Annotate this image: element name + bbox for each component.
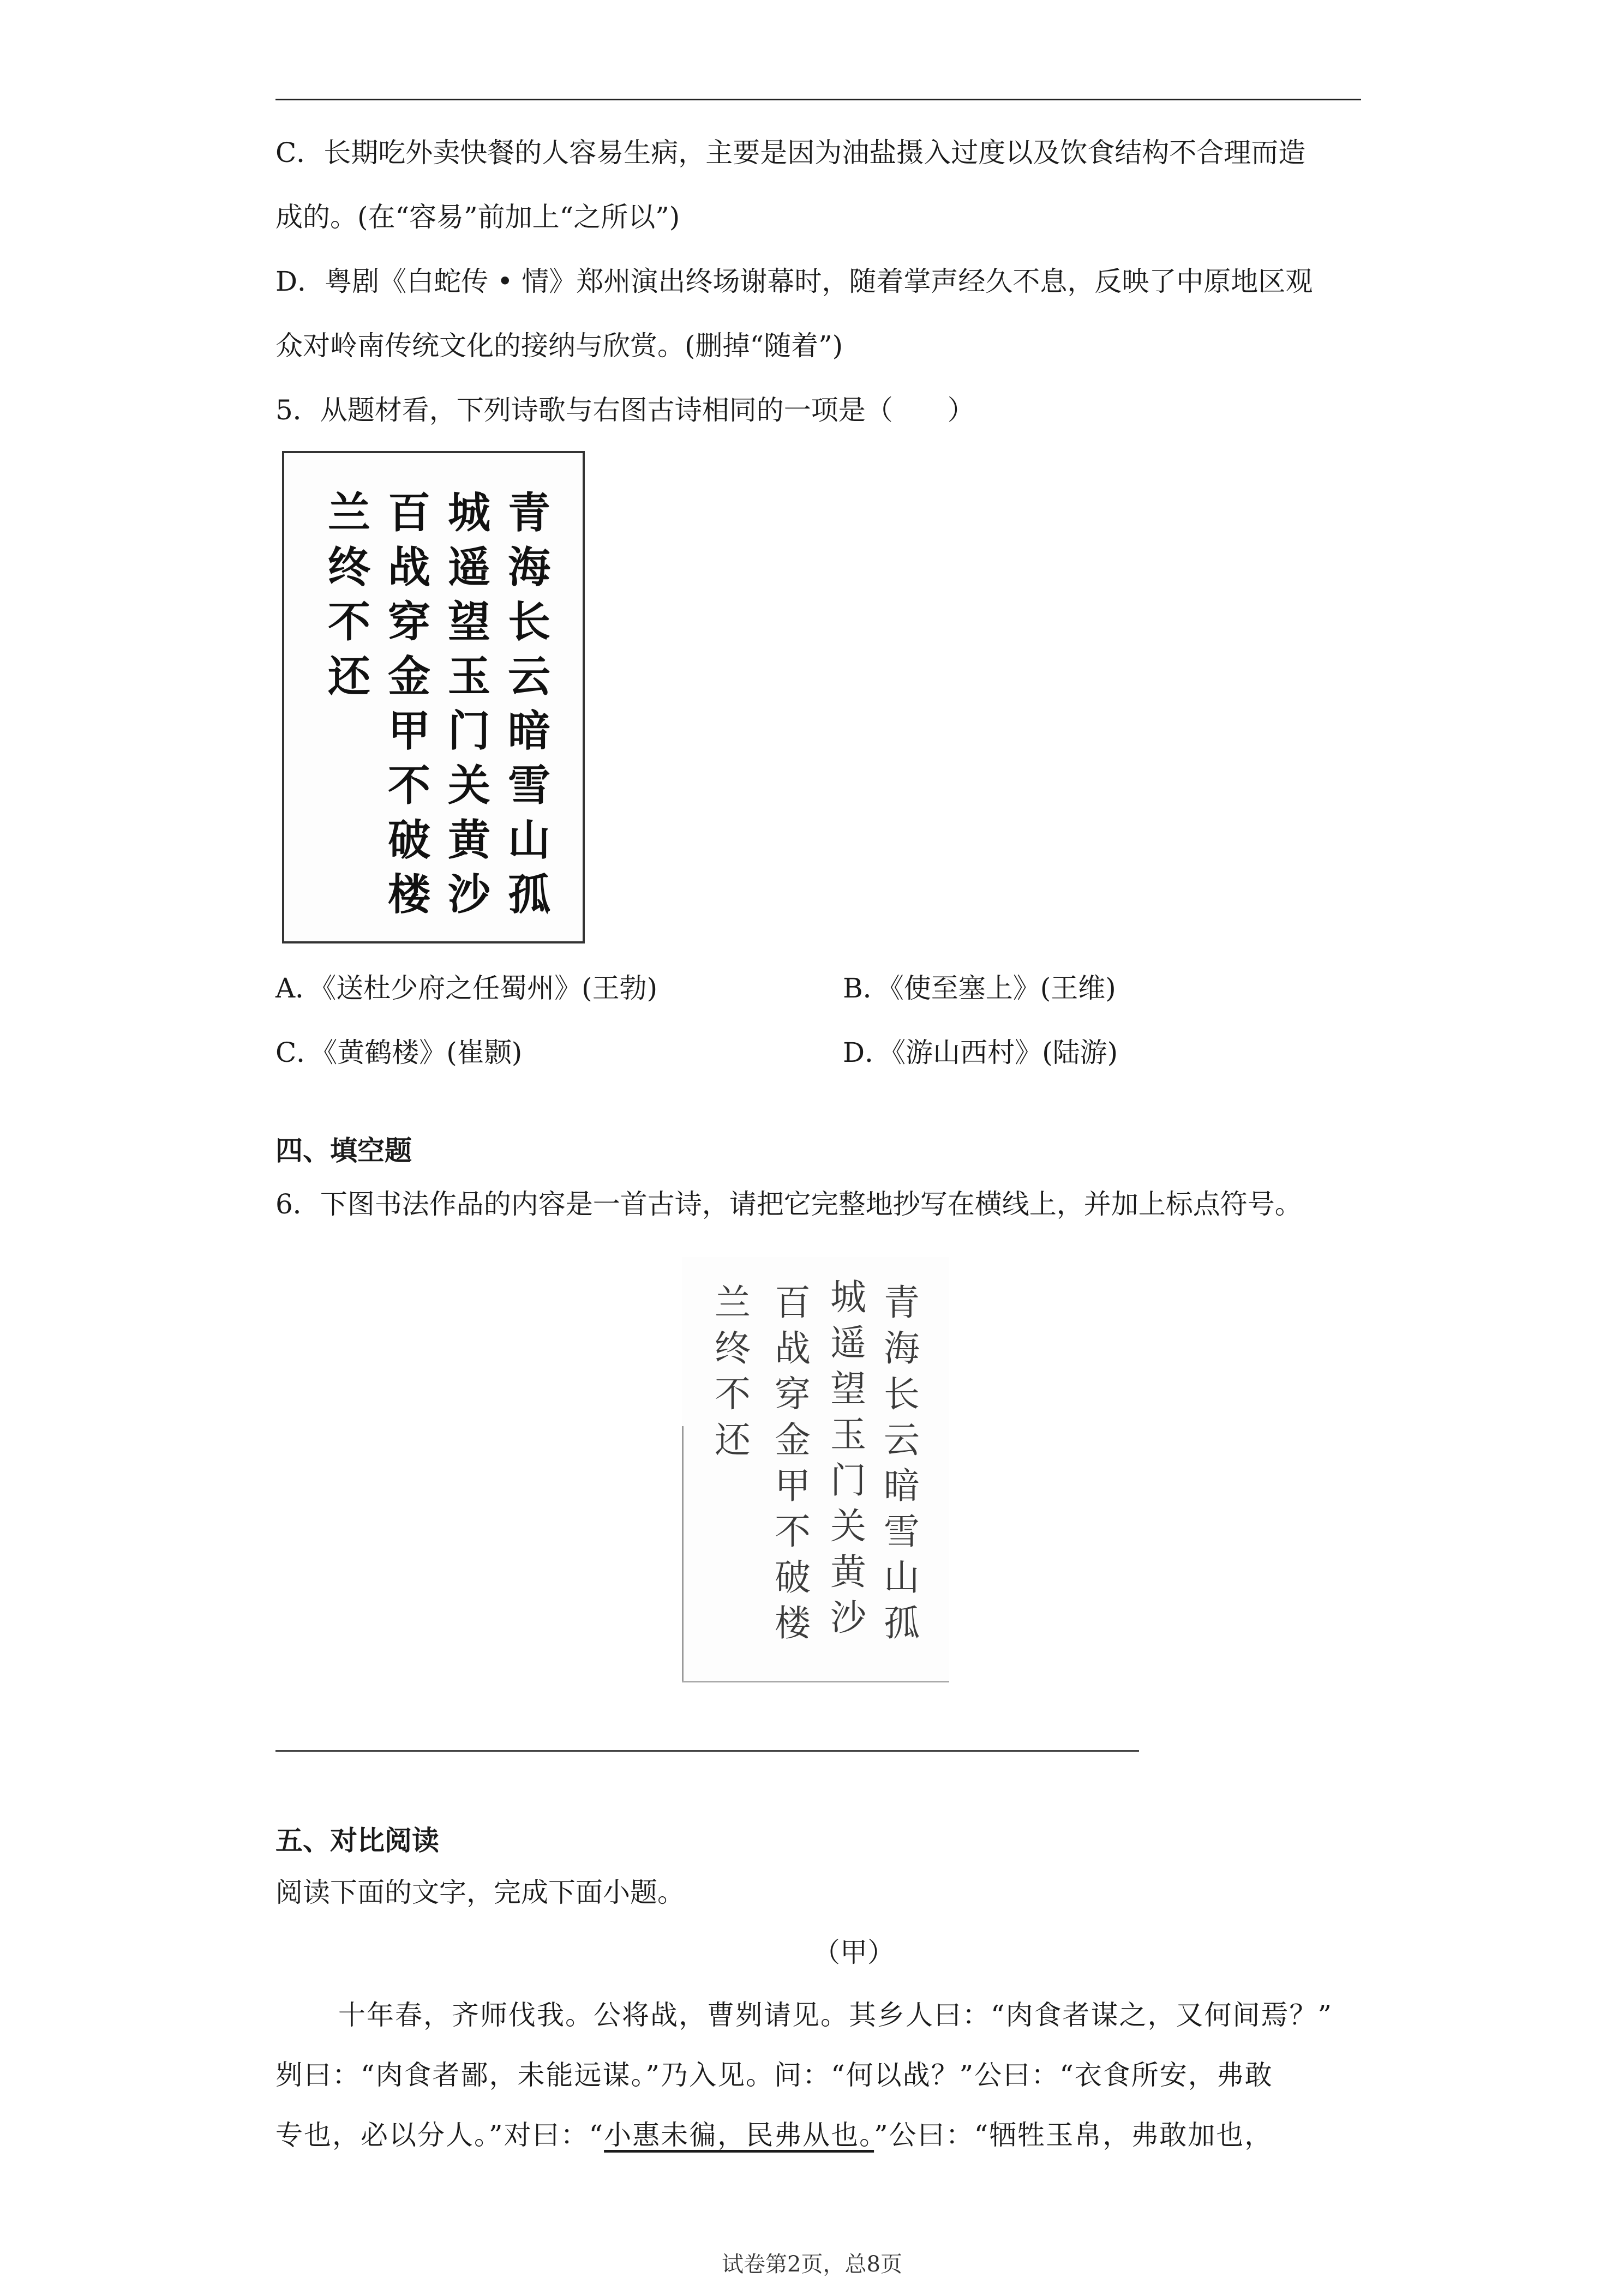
- calligraphy-char: 兰: [328, 488, 371, 538]
- passage-line-2: 刿曰：“肉食者鄙，未能远谋。”乃入见。问：“何以战？”公曰：“衣食所安，弗敢: [275, 2059, 1273, 2091]
- calligraphy-char: 终: [328, 543, 371, 592]
- image-edge-bottom: [682, 1681, 949, 1682]
- calligraphy-char: 门: [830, 1459, 866, 1501]
- calligraphy-char: 孤: [884, 1602, 920, 1644]
- calligraphy-char: 破: [388, 815, 431, 865]
- calligraphy-char: 青: [884, 1282, 920, 1324]
- passage-line-1: 十年春，齐师伐我。公将战，曹刿请见。其乡人曰：“肉食者谋之，又何间焉？”: [338, 1999, 1333, 2031]
- calligraphy-char: 兰: [715, 1282, 751, 1324]
- calligraphy-char: 黄: [448, 815, 491, 865]
- section4-heading: 四、填空题: [275, 1134, 412, 1167]
- calligraphy-char: 黄: [830, 1551, 866, 1593]
- page-footer: 试卷第2页，总8页: [722, 2252, 902, 2277]
- calligraphy-column-2: [448, 486, 490, 922]
- calligraphy-char: 关: [448, 761, 491, 810]
- calligraphy-char: 山: [508, 815, 551, 865]
- calligraphy-char: 沙: [448, 870, 491, 919]
- calligraphy-char: 长: [884, 1373, 920, 1415]
- image-edge-left: [682, 1426, 684, 1682]
- calligraphy-char: 终: [715, 1327, 751, 1369]
- calligraphy-char: 沙: [830, 1597, 866, 1639]
- calligraphy-char: 青: [508, 488, 551, 538]
- passage-line-3: [275, 2119, 1361, 2151]
- calligraphy-char: 海: [884, 1327, 920, 1369]
- calligraphy-char: 穿: [388, 597, 431, 647]
- calligraphy-char: 百: [775, 1282, 811, 1324]
- calligraphy-char: 遥: [448, 543, 491, 592]
- calligraphy-char: 雪: [508, 761, 551, 810]
- calligraphy-char: 望: [448, 597, 491, 647]
- header-rule: [275, 99, 1361, 100]
- calligraphy-char: 战: [775, 1327, 811, 1369]
- question5-option-a: A．《送杜少府之任蜀州》(王勃): [275, 972, 658, 1004]
- calligraphy-char: 孤: [508, 870, 551, 919]
- question5-stem: 5．从题材看，下列诗歌与右图古诗相同的一项是（ ）: [275, 394, 975, 426]
- section5-instruction: 阅读下面的文字，完成下面小题。: [275, 1877, 685, 1908]
- calligraphy-char: 山: [884, 1556, 920, 1598]
- calligraphy-char: 城: [448, 488, 491, 538]
- calligraphy-column-4: [328, 486, 370, 704]
- calligraphy-char: 暗: [508, 706, 551, 756]
- calligraphy2-column-2: [830, 1275, 866, 1641]
- passage-underlined-sentence: 小惠未徧，民弗从也。: [604, 2119, 874, 2151]
- passage-line-3-before: 专也，必以分人。”对曰：“: [275, 2119, 604, 2151]
- section5-heading: 五、对比阅读: [275, 1824, 439, 1856]
- calligraphy-char: 战: [388, 543, 431, 592]
- answer-blank-line[interactable]: [275, 1750, 1139, 1752]
- calligraphy-char: 甲: [388, 706, 431, 756]
- calligraphy-char: 甲: [775, 1465, 811, 1507]
- calligraphy-char: 穿: [775, 1373, 811, 1415]
- passage-part-label: （甲）: [813, 1937, 895, 1968]
- calligraphy2-column-3: [775, 1280, 811, 1646]
- calligraphy-char: 暗: [884, 1465, 920, 1507]
- calligraphy-char: 长: [508, 597, 551, 647]
- question5-option-d: D．《游山西村》(陆游): [843, 1037, 1118, 1068]
- calligraphy-char: 破: [775, 1556, 811, 1598]
- calligraphy-char: 百: [388, 488, 431, 538]
- calligraphy-char: 雪: [884, 1511, 920, 1553]
- calligraphy-char: 玉: [448, 652, 491, 701]
- calligraphy-char: 海: [508, 543, 551, 592]
- calligraphy-char: 不: [328, 597, 371, 647]
- option-d-line2: 众对岭南传统文化的接纳与欣赏。(删掉“随着”): [275, 330, 843, 362]
- calligraphy-char: 还: [715, 1419, 751, 1461]
- calligraphy-char: 门: [448, 706, 491, 756]
- calligraphy-image-1: [282, 451, 585, 943]
- calligraphy-column-3: [388, 486, 430, 922]
- calligraphy-char: 金: [388, 652, 431, 701]
- calligraphy-char: 不: [715, 1373, 751, 1415]
- question5-option-b: B．《使至塞上》(王维): [843, 972, 1116, 1004]
- calligraphy-char: 城: [830, 1276, 866, 1318]
- calligraphy-char: 楼: [775, 1602, 811, 1644]
- calligraphy-char: 还: [328, 652, 371, 701]
- passage-line-3-after: ”公曰：“牺牲玉帛，弗敢加也，: [874, 2119, 1273, 2151]
- option-d-line1: D．粤剧《白蛇传 • 情》郑州演出终场谢幕时，随着掌声经久不息，反映了中原地区观: [275, 266, 1313, 297]
- calligraphy-char: 云: [884, 1419, 920, 1461]
- calligraphy-char: 云: [508, 652, 551, 701]
- calligraphy2-column-1: [884, 1280, 920, 1646]
- option-c-line2: 成的。(在“容易”前加上“之所以”): [275, 201, 680, 233]
- calligraphy-char: 遥: [830, 1322, 866, 1364]
- calligraphy-char: 不: [775, 1511, 811, 1553]
- calligraphy-char: 楼: [388, 870, 431, 919]
- calligraphy-char: 关: [830, 1505, 866, 1547]
- calligraphy2-column-4: [715, 1280, 751, 1463]
- calligraphy-char: 望: [830, 1368, 866, 1410]
- question6-stem: 6．下图书法作品的内容是一首古诗，请把它完整地抄写在横线上，并加上标点符号。: [275, 1188, 1302, 1220]
- question5-option-c: C．《黄鹤楼》(崔颢): [275, 1037, 523, 1068]
- calligraphy-char: 金: [775, 1419, 811, 1461]
- calligraphy-image-2: [682, 1257, 949, 1682]
- option-c-line1: C．长期吃外卖快餐的人容易生病，主要是因为油盐摄入过度以及饮食结构不合理而造: [275, 137, 1306, 169]
- calligraphy-char: 不: [388, 761, 431, 810]
- calligraphy-char: 玉: [830, 1414, 866, 1456]
- calligraphy-column-1: [508, 486, 550, 922]
